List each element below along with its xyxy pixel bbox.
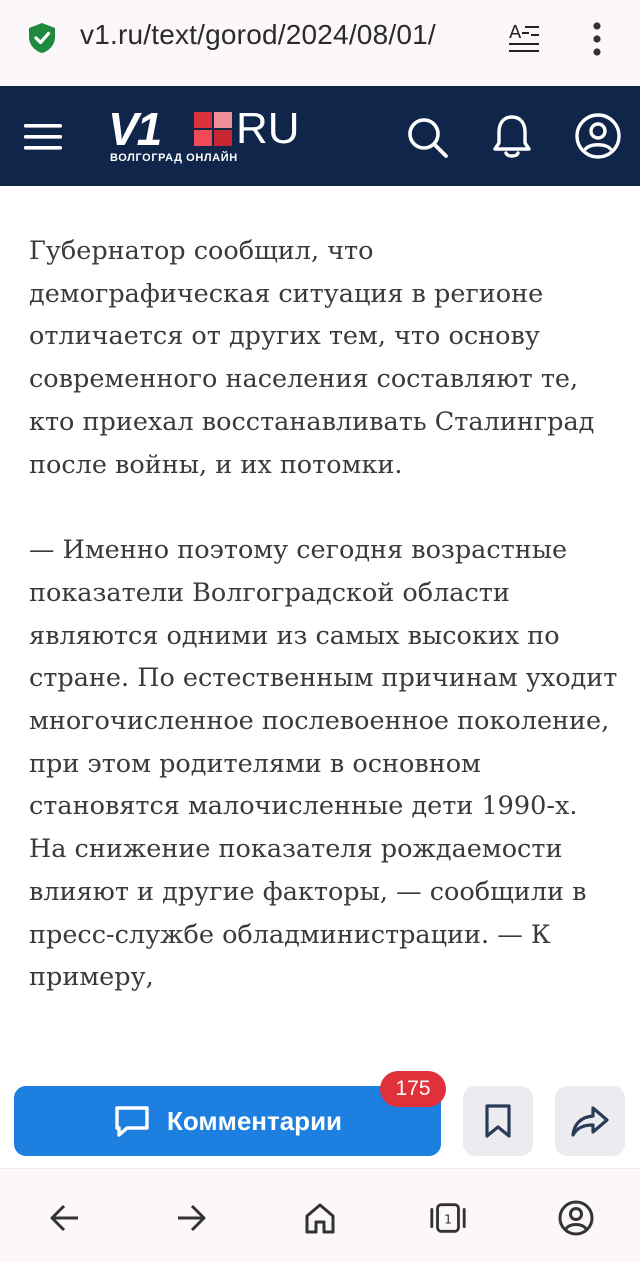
share-icon: [569, 1104, 611, 1138]
forward-arrow-icon: [176, 1203, 208, 1233]
svg-text:A: A: [509, 22, 522, 43]
article-paragraph: — Именно поэтому сегодня возрастные показатели Волгоградской области являются одними из самых высоких по стране. По естественным причинам уходит многочисленное послевоенное поколение, при этом родителями в основном становятся малочисленные дети 1990-х. На снижение показателя рождаемости влияют и другие факторы, — сообщили в пресс-службе обладминистрации. — К примеру,: [29, 535, 618, 993]
back-button[interactable]: [44, 1198, 84, 1238]
comments-count-badge: 175: [380, 1071, 446, 1107]
shield-check-icon[interactable]: [27, 22, 57, 54]
logo-squares-icon: [194, 112, 232, 146]
bookmark-icon: [483, 1103, 513, 1139]
logo-ru: RU: [236, 104, 300, 153]
tabs-icon: [428, 1201, 468, 1235]
tab-count: 1: [444, 1212, 452, 1227]
menu-icon[interactable]: [24, 124, 62, 150]
comments-button[interactable]: [14, 1086, 441, 1156]
tabs-button[interactable]: [428, 1198, 468, 1238]
account-icon: [557, 1199, 595, 1237]
user-icon[interactable]: [574, 112, 622, 160]
search-icon[interactable]: [404, 114, 450, 160]
back-arrow-icon: [48, 1203, 80, 1233]
more-vertical-icon[interactable]: [580, 18, 614, 60]
bookmark-button[interactable]: [463, 1086, 533, 1156]
account-button[interactable]: [556, 1198, 596, 1238]
site-header: [0, 86, 640, 186]
browser-url-bar: [0, 0, 640, 86]
article-paragraph: Губернатор сообщил, что демографическая ситуация в регионе отличается от других тем, что основу современного населения составляют те, кто приехал восстанавливать Сталинград после войны, и их потомки.: [29, 236, 595, 480]
share-button[interactable]: [555, 1086, 625, 1156]
forward-button[interactable]: [172, 1198, 212, 1238]
bell-icon[interactable]: [490, 112, 534, 160]
home-icon: [303, 1201, 337, 1235]
comment-icon: [113, 1104, 151, 1138]
logo-subtitle: ВОЛГОГРАД ОНЛАЙН: [110, 152, 238, 164]
comments-label: Комментарии: [166, 1105, 343, 1136]
site-logo[interactable]: [108, 103, 318, 168]
article-body: [29, 230, 619, 999]
url-text[interactable]: v1.ru/text/gorod/2024/08/01/: [80, 19, 436, 50]
reader-mode-icon[interactable]: [505, 18, 547, 60]
home-button[interactable]: [300, 1198, 340, 1238]
logo-v1: V1: [108, 103, 161, 155]
